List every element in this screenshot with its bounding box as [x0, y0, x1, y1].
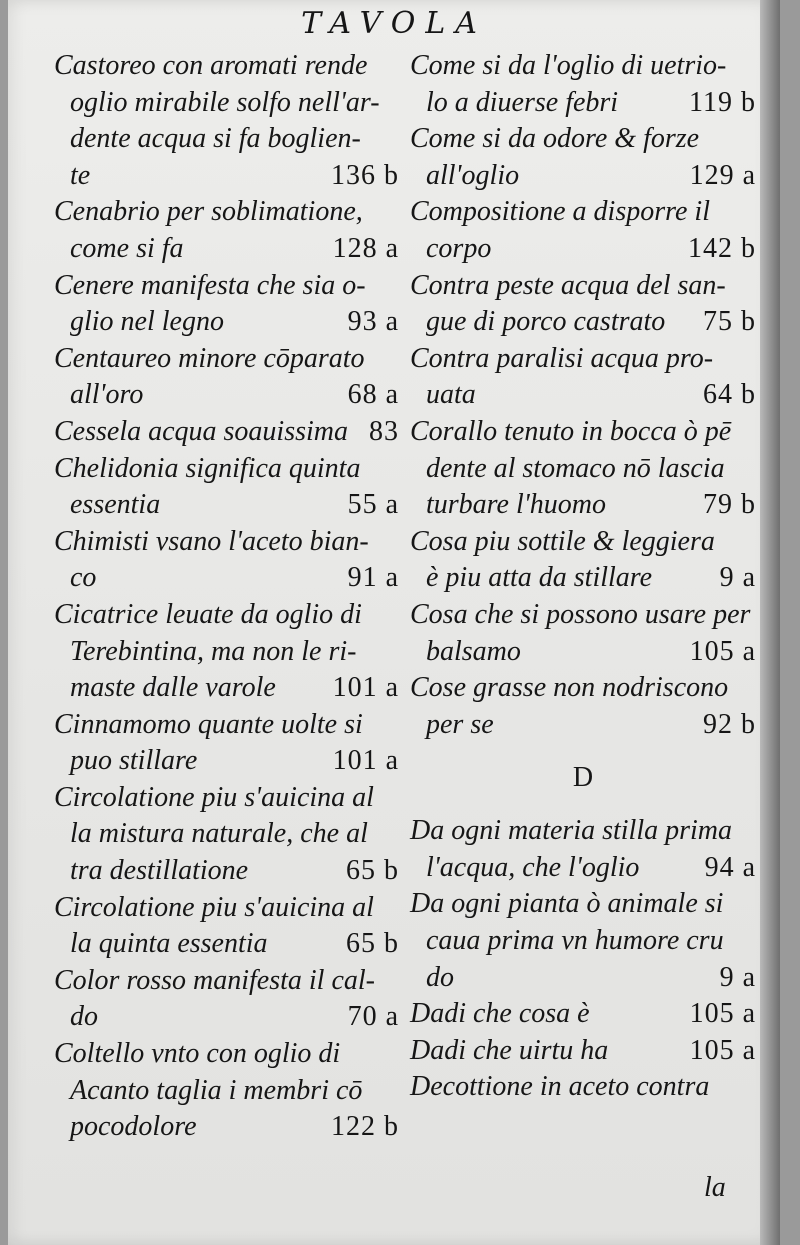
entry-line	[54, 926, 399, 963]
entry-line	[410, 813, 756, 850]
entry-line	[410, 1033, 756, 1070]
entry-line	[410, 670, 756, 707]
page-reference: 9 a	[719, 961, 756, 993]
page-reference: 136 b	[331, 159, 399, 191]
page-reference: 75 b	[703, 306, 756, 338]
entry-line	[410, 304, 756, 341]
entry-line	[54, 707, 399, 744]
entry-line	[54, 414, 399, 451]
entry-text: Castoreo con aromati rende	[54, 50, 368, 81]
index-entry	[410, 996, 756, 1033]
index-entry	[54, 963, 399, 1036]
page-reference: 93 a	[347, 306, 399, 338]
entry-text: Dadi che cosa è	[410, 998, 590, 1030]
entry-line	[54, 121, 399, 158]
entry-line	[54, 268, 399, 305]
index-entry	[54, 890, 399, 963]
entry-text: all'oglio	[426, 159, 520, 191]
entry-line	[410, 48, 756, 85]
page-reference: 70 a	[347, 1001, 399, 1033]
page-reference: 142 b	[688, 232, 756, 264]
entry-line	[54, 780, 399, 817]
index-entry	[54, 597, 399, 707]
entry-text: Cosa piu sottile & leggiera	[410, 525, 715, 557]
entry-text: Cose grasse non nodriscono	[410, 672, 729, 704]
page-reference: 129 a	[689, 159, 756, 191]
entry-text: la quinta essentia	[70, 928, 268, 960]
entry-line	[54, 816, 399, 853]
entry-line	[410, 886, 756, 923]
index-entry	[410, 524, 756, 597]
entry-text: balsamo	[426, 635, 521, 667]
entry-text: Chelidonia significa quinta	[54, 452, 361, 484]
entry-line	[410, 707, 756, 744]
entry-line	[54, 1109, 399, 1146]
page-reference: 105 a	[689, 998, 756, 1030]
entry-text: Cenabrio per soblimatione,	[54, 196, 363, 228]
entry-text: Chimisti vsano l'aceto bian-	[54, 525, 369, 557]
entry-line	[54, 999, 399, 1036]
entry-text: lo a diuerse febri	[426, 86, 619, 118]
entry-text: do	[70, 1001, 98, 1033]
page-reference: 105 a	[689, 1034, 756, 1066]
entry-text: come si fa	[70, 232, 184, 264]
entry-line	[410, 85, 756, 122]
entry-line	[54, 85, 399, 122]
entry-text: Cicatrice leuate da oglio di	[54, 598, 362, 630]
index-entry	[410, 194, 756, 267]
entry-line	[54, 634, 399, 671]
entry-text: te	[70, 159, 91, 191]
index-entry	[54, 48, 399, 194]
entry-line	[54, 487, 399, 524]
entry-text: do	[426, 961, 454, 993]
entry-text: puo stillare	[70, 745, 198, 777]
entry-text: Centaureo minore cōparato	[54, 342, 365, 374]
entry-text: Cosa che si possono usare per	[410, 598, 751, 630]
entry-line	[410, 231, 756, 268]
section-letter-heading: D	[572, 762, 594, 794]
entry-line	[410, 923, 756, 960]
entry-line	[54, 341, 399, 378]
entry-line	[54, 853, 399, 890]
entry-text: Coltello vnto con oglio di	[54, 1038, 341, 1070]
index-column-left	[54, 48, 399, 1245]
entry-line	[410, 634, 756, 671]
index-entry	[410, 886, 756, 996]
entry-text: caua prima vn humore cru	[426, 925, 724, 957]
entry-line	[54, 304, 399, 341]
entry-line	[410, 268, 756, 305]
page-reference: 68 a	[347, 379, 399, 411]
entry-text: pocodolore	[70, 1111, 197, 1143]
entry-text: corpo	[426, 232, 492, 264]
entry-text: turbare l'huomo	[426, 489, 606, 521]
entry-text: Decottione in aceto contra	[410, 1071, 710, 1103]
entry-line	[54, 1036, 399, 1073]
entry-text: Cinnamomo quante uolte si	[54, 708, 363, 740]
entry-text: l'acqua, che l'oglio	[426, 851, 640, 883]
entry-text: è piu atta da stillare	[426, 562, 653, 594]
index-entry	[410, 121, 756, 194]
page-reference: 65 b	[346, 928, 399, 960]
page-edge-shadow	[760, 0, 780, 1245]
index-entry	[410, 268, 756, 341]
entry-line	[410, 597, 756, 634]
entry-text: Da ogni pianta ò animale si	[410, 888, 724, 920]
entry-line	[54, 524, 399, 561]
entry-line	[410, 487, 756, 524]
entry-line	[410, 377, 756, 414]
index-entry	[54, 341, 399, 414]
page-reference: 101 a	[332, 745, 399, 777]
index-entry	[54, 707, 399, 780]
index-entry	[410, 813, 756, 886]
page-reference: 64 b	[703, 379, 756, 411]
entry-text: Come si da odore & forze	[410, 123, 700, 155]
entry-line	[410, 960, 756, 997]
entry-line	[410, 194, 756, 231]
page-reference: 94 a	[704, 851, 756, 883]
entry-text: Compositione a disporre il	[410, 196, 710, 228]
index-entry	[54, 1036, 399, 1146]
index-entry	[54, 451, 399, 524]
entry-line	[410, 996, 756, 1033]
page-reference: 91 a	[347, 562, 399, 594]
page-reference: 101 a	[332, 672, 399, 704]
entry-text: gue di porco castrato	[426, 306, 666, 338]
index-entry	[410, 1069, 756, 1106]
entry-text: Dadi che uirtu ha	[410, 1034, 609, 1066]
entry-text: Circolatione piu s'auicina al	[54, 891, 374, 923]
index-column-right	[410, 48, 756, 1245]
entry-line	[410, 121, 756, 158]
entry-text: Circolatione piu s'auicina al	[54, 781, 374, 813]
entry-text: Contra paralisi acqua pro-	[410, 342, 714, 374]
index-entry	[410, 1033, 756, 1070]
entry-line	[54, 377, 399, 414]
index-entry	[54, 194, 399, 267]
entry-line	[410, 414, 756, 451]
page-reference: 65 b	[346, 855, 399, 887]
entry-line	[54, 963, 399, 1000]
book-page	[8, 0, 780, 1245]
entry-line	[54, 560, 399, 597]
entry-text: uata	[426, 379, 476, 411]
page-reference: 105 a	[689, 635, 756, 667]
entry-text: dente al stomaco nō lascia	[426, 452, 725, 484]
index-entry	[54, 780, 399, 890]
entry-line	[54, 194, 399, 231]
index-entry	[54, 268, 399, 341]
entry-line	[54, 670, 399, 707]
entry-line	[54, 231, 399, 268]
entry-text: Da ogni materia stilla prima	[410, 815, 733, 847]
entry-text: per se	[426, 708, 494, 740]
entry-text: Acanto taglia i membri cō	[70, 1074, 363, 1106]
entry-line	[410, 524, 756, 561]
entry-line	[54, 1073, 399, 1110]
index-entry	[54, 414, 399, 451]
entry-line	[410, 341, 756, 378]
running-title: TAVOLA	[301, 6, 487, 41]
entry-text: Cenere manifesta che sia o-	[54, 269, 366, 301]
page-reference: 122 b	[331, 1111, 399, 1143]
entry-text: co	[70, 562, 97, 594]
entry-line	[410, 451, 756, 488]
entry-text: Corallo tenuto in bocca ò pē	[410, 415, 732, 447]
index-entry	[410, 597, 756, 670]
catchword: la	[704, 1172, 726, 1203]
index-entry	[54, 524, 399, 597]
entry-line	[410, 850, 756, 887]
entry-text: Contra peste acqua del san-	[410, 269, 726, 301]
entry-text: la mistura naturale, che al	[70, 818, 368, 850]
entry-line	[54, 158, 399, 195]
entry-line	[54, 48, 399, 85]
entry-text: Cessela acqua soauissima	[54, 415, 348, 447]
page-reference: 128 a	[332, 232, 399, 264]
index-entry	[410, 48, 756, 121]
index-entry	[410, 341, 756, 414]
page-reference: 119 b	[689, 86, 756, 118]
entry-text: essentia	[70, 489, 161, 521]
entry-line	[410, 158, 756, 195]
entry-text: glio nel legno	[70, 306, 224, 338]
entry-text: dente acqua si fa boglien-	[70, 123, 361, 155]
page-reference: 9 a	[719, 562, 756, 594]
entry-line	[54, 451, 399, 488]
entry-text: oglio mirabile solfo nell'ar-	[70, 86, 380, 118]
entry-line	[54, 743, 399, 780]
entry-text: Come si da l'oglio di uetrio-	[410, 50, 727, 81]
entry-line	[410, 1069, 756, 1106]
entry-line	[54, 890, 399, 927]
page-reference: 55 a	[347, 489, 399, 521]
page-reference: 92 b	[703, 708, 756, 740]
entry-text: all'oro	[70, 379, 144, 411]
index-entry	[410, 414, 756, 524]
entry-text: Terebintina, ma non le ri-	[70, 635, 357, 667]
page-reference: 83	[369, 415, 399, 447]
entry-text: maste dalle varole	[70, 672, 276, 704]
entry-line	[54, 597, 399, 634]
entry-text: Color rosso manifesta il cal-	[54, 964, 375, 996]
entry-line	[410, 560, 756, 597]
index-entry	[410, 670, 756, 743]
page-reference: 79 b	[703, 489, 756, 521]
entry-text: tra destillatione	[70, 855, 249, 887]
